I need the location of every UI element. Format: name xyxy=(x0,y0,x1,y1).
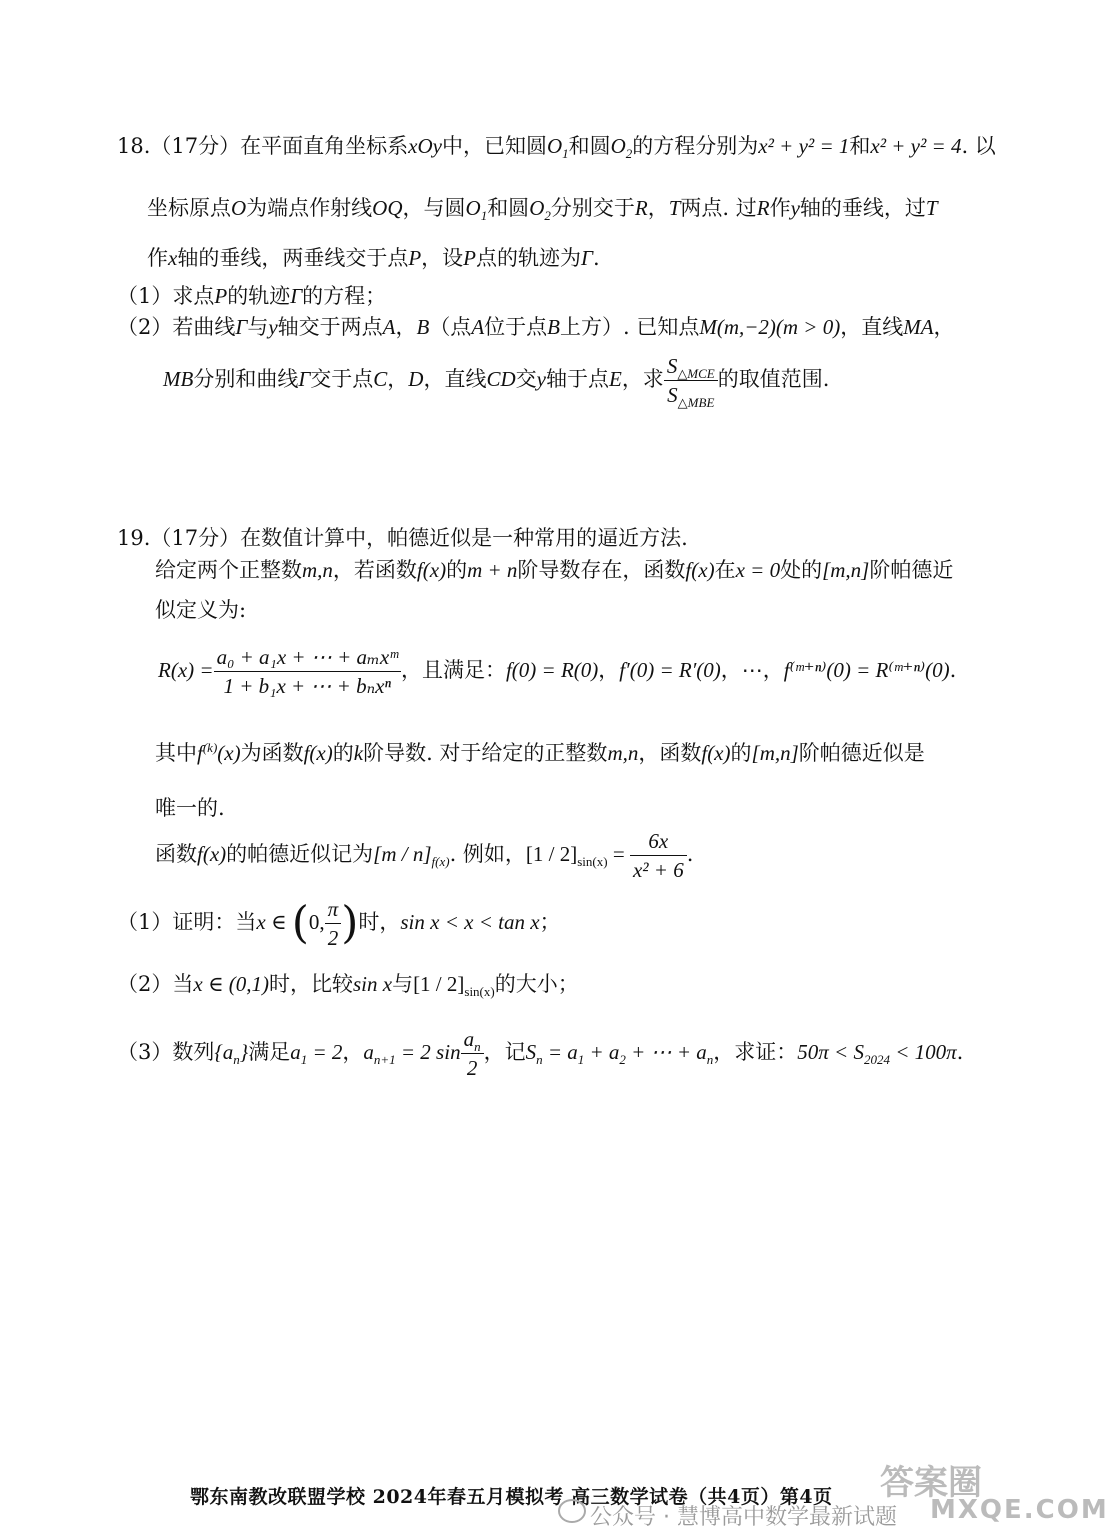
text: ， xyxy=(933,315,955,339)
math: R(x) = xyxy=(158,658,214,682)
text: 在数值计算中，帕德近似是一种常用的逼近方法. xyxy=(240,526,688,550)
text: ， xyxy=(387,367,409,391)
math: OQ xyxy=(372,196,403,220)
math: R xyxy=(756,196,770,220)
math: M(m,−2)(m > 0) xyxy=(699,315,841,339)
text: 两点. 过 xyxy=(680,196,757,220)
q19-line-7 xyxy=(155,826,693,882)
text: ，与圆 xyxy=(402,196,466,220)
math: $\{a_n\}$ xyxy=(214,1040,249,1068)
q19-line-2 xyxy=(155,556,953,584)
text: ， xyxy=(342,1040,364,1064)
text: 阶导数. 对于给定的正整数 xyxy=(363,741,608,765)
text: 点的轨迹为 xyxy=(475,246,581,270)
math: R xyxy=(634,196,648,220)
math: $O_2$ xyxy=(529,196,551,224)
math: P xyxy=(408,246,422,270)
math: ⋯ xyxy=(741,658,763,682)
text: 的方程分别为 xyxy=(632,134,759,158)
text: 满足 xyxy=(248,1040,291,1064)
math: f′(0) = R′(0) xyxy=(619,658,721,682)
math: m,n xyxy=(302,558,333,582)
text: 与 xyxy=(247,315,269,339)
text: 函数 xyxy=(155,842,197,866)
example-fraction: $\frac{6x}{\text{x² + 6}}$ xyxy=(630,829,687,882)
math: sin x < x < tan x xyxy=(400,910,540,934)
text: ， xyxy=(762,658,784,682)
math: B xyxy=(416,315,430,339)
math: Γ xyxy=(298,367,311,391)
text: 坐标原点 xyxy=(147,196,231,220)
math: A xyxy=(471,315,485,339)
q18-number: 18. xyxy=(117,134,151,158)
math: y xyxy=(790,196,800,220)
area-ratio-fraction: $\frac{S_{\triangle MCE}}{S_{\triangle MBE}}$ xyxy=(664,354,718,407)
math: P xyxy=(214,284,228,308)
math: O xyxy=(231,196,247,220)
math: $O_2$ xyxy=(610,134,633,162)
math: Γ xyxy=(580,246,593,270)
math: xOy xyxy=(408,134,442,158)
math: f(x) xyxy=(416,558,447,582)
q19-line-5 xyxy=(155,739,925,767)
math: $a_{n+1} = 2$ sin xyxy=(363,1040,461,1068)
math: $O_1$ xyxy=(546,134,569,162)
an-half-fraction: $\frac{a_n}{2}$ xyxy=(461,1027,484,1080)
math: [m,n] xyxy=(822,558,870,582)
text: 分别交于 xyxy=(550,196,635,220)
math: $S_n = a_1 + a_2$ + ⋯ + $a_n$ xyxy=(525,1040,714,1068)
math: f(x) xyxy=(303,741,333,765)
text: ，直线 xyxy=(423,367,487,391)
q19-line-6 xyxy=(155,794,225,822)
text: （1）求点 xyxy=(117,284,215,308)
text: 时， xyxy=(358,910,401,934)
math: Γ xyxy=(290,284,303,308)
page-footer: 鄂东南教改联盟学校 2024年春五月模拟考 高三数学试卷（共4页）第4页 xyxy=(190,1486,833,1508)
text: . xyxy=(686,842,694,866)
math: A xyxy=(382,315,396,339)
text: 作 xyxy=(147,246,168,270)
math: B xyxy=(547,315,560,339)
text: . xyxy=(956,1040,964,1064)
text: ，求 xyxy=(621,367,664,391)
math: $O_1$ xyxy=(465,196,488,224)
text: （2）当 xyxy=(117,972,194,996)
math: f(0) = R(0) xyxy=(505,658,599,682)
math: x xyxy=(168,246,178,270)
math: T xyxy=(925,196,938,220)
text: 其中 xyxy=(155,741,197,765)
text: ，且满足： xyxy=(400,658,506,682)
text: ，记 xyxy=(483,1040,526,1064)
watermark-text: 公众号 · 慧博高中数学最新试题 xyxy=(590,1505,897,1530)
text: 为端点作射线 xyxy=(246,196,373,220)
text: 和圆 xyxy=(487,196,530,220)
math: CD xyxy=(486,367,516,391)
text: （3）数列 xyxy=(117,1040,215,1064)
q19-sub-2 xyxy=(117,970,579,998)
math: x ∈ xyxy=(256,910,292,934)
text: 的 xyxy=(332,741,354,765)
text: 阶帕德近似是 xyxy=(798,741,925,765)
text: 与 xyxy=(392,972,414,996)
text: 为函数 xyxy=(240,741,304,765)
text: （点 xyxy=(429,315,472,339)
q18-line-3 xyxy=(147,244,600,272)
math: $f^{(k)}(x)$ xyxy=(197,740,241,765)
text: ，设 xyxy=(421,246,464,270)
text: 的取值范围. xyxy=(717,367,830,391)
math: f(x) xyxy=(685,558,715,582)
q19-line-1 xyxy=(117,524,688,552)
text: 在 xyxy=(714,558,736,582)
math: x² + y² = 4 xyxy=(870,134,962,158)
text: 轴交于两点 xyxy=(277,315,383,339)
math: f(x) xyxy=(701,741,731,765)
text: 和圆 xyxy=(568,134,611,158)
q19-pade-definition xyxy=(158,642,956,698)
wechat-icon xyxy=(558,1499,586,1523)
math: m + n xyxy=(467,558,518,582)
text: ，函数 xyxy=(638,741,702,765)
math: MA xyxy=(903,315,934,339)
math: x² + y² = 1 xyxy=(758,134,850,158)
text: ，若函数 xyxy=(332,558,417,582)
math: x = 0 xyxy=(735,558,781,582)
math: P xyxy=(463,246,476,270)
math: MB xyxy=(163,367,194,391)
math: E xyxy=(608,367,622,391)
text: ， xyxy=(720,658,742,682)
math: k xyxy=(353,741,364,765)
text: 上方）. 已知点 xyxy=(559,315,700,339)
text: 交于点 xyxy=(310,367,374,391)
text: ，求证： xyxy=(713,1040,798,1064)
math: f(x) xyxy=(197,842,227,866)
text: . 例如， xyxy=(449,842,526,866)
math: y xyxy=(536,367,546,391)
q19-sub-1 xyxy=(117,896,561,950)
math: D xyxy=(408,367,424,391)
math: $[1 / 2]_{sin(x)}$ xyxy=(413,972,495,1000)
text: 轴于点 xyxy=(545,367,609,391)
text: . xyxy=(949,658,957,682)
text: 阶导数存在，函数 xyxy=(517,558,686,582)
math: y xyxy=(268,315,278,339)
q18-line-1 xyxy=(117,132,996,160)
text: 轴的垂线，过 xyxy=(799,196,926,220)
q18-line-2 xyxy=(147,194,938,222)
math: [m,n] xyxy=(751,741,799,765)
text: 的大小； xyxy=(494,972,579,996)
math: Γ xyxy=(235,315,248,339)
math: T xyxy=(668,196,681,220)
text: ，直线 xyxy=(840,315,904,339)
text: 和 xyxy=(849,134,871,158)
watermark-logo-url: MXQE.COM xyxy=(930,1495,1109,1525)
text: ， xyxy=(395,315,417,339)
text: 处的 xyxy=(780,558,823,582)
text: 中，已知圆 xyxy=(441,134,547,158)
text: 在平面直角坐标系 xyxy=(240,134,409,158)
pi-half-fraction: $\frac{\pi}{2}$ xyxy=(325,897,342,950)
text: 交 xyxy=(515,367,537,391)
text: 的 xyxy=(446,558,468,582)
text: 的 xyxy=(730,741,752,765)
text: ； xyxy=(539,910,561,934)
pade-fraction: $\frac{\text{a₀ + a₁x + ⋯ + aₘxᵐ}}{\text{1 + b₁x + ⋯ + bₙxⁿ}}$ xyxy=(214,645,401,698)
text: 作 xyxy=(769,196,791,220)
q19-sub-3 xyxy=(117,1026,963,1080)
q18-part-1 xyxy=(117,282,386,310)
text: 阶帕德近 xyxy=(869,558,954,582)
q19-points: （17分） xyxy=(150,526,241,550)
math: $50\pi < S_{2024} < 100\pi$ xyxy=(797,1040,957,1068)
math: C xyxy=(373,367,388,391)
math: sin x xyxy=(352,972,393,996)
text: 时，比较 xyxy=(268,972,353,996)
text: 给定两个正整数 xyxy=(155,558,302,582)
math: $[m / n]_{f(x)}$ xyxy=(373,842,450,870)
text: （1）证明：当 xyxy=(117,910,257,934)
text: 位于点 xyxy=(484,315,548,339)
q18-part-2 xyxy=(117,313,955,341)
text: 唯一的. xyxy=(155,796,225,820)
text: 的轨迹 xyxy=(227,284,291,308)
watermark-logo: 答案圈 xyxy=(880,1463,982,1503)
math: x ∈ (0,1) xyxy=(193,972,269,996)
q19-number: 19. xyxy=(117,526,151,550)
math: m,n xyxy=(607,741,639,765)
q19-line-3 xyxy=(155,596,246,624)
text: 似定义为: xyxy=(155,598,247,622)
math: ( xyxy=(291,897,309,949)
text: 分别和曲线 xyxy=(193,367,299,391)
q18-points: （17分） xyxy=(150,134,241,158)
text: （2）若曲线 xyxy=(117,315,236,339)
math: $[1 / 2]_{sin(x)}$ = xyxy=(525,842,630,870)
text: 的帕德近似记为 xyxy=(226,842,374,866)
text: ， xyxy=(647,196,669,220)
math: $a_1 = 2$ xyxy=(290,1040,343,1068)
text: . 以 xyxy=(961,134,996,158)
q18-part-2-cont xyxy=(163,353,830,411)
text: . xyxy=(592,246,600,270)
math: 0, xyxy=(308,910,325,934)
text: ， xyxy=(598,658,620,682)
text: 轴的垂线，两垂线交于点 xyxy=(177,246,409,270)
text: 的方程； xyxy=(302,284,387,308)
math: ) xyxy=(341,897,359,949)
math: f⁽ᵐ⁺ⁿ⁾(0) = R⁽ᵐ⁺ⁿ⁾(0) xyxy=(783,658,950,682)
